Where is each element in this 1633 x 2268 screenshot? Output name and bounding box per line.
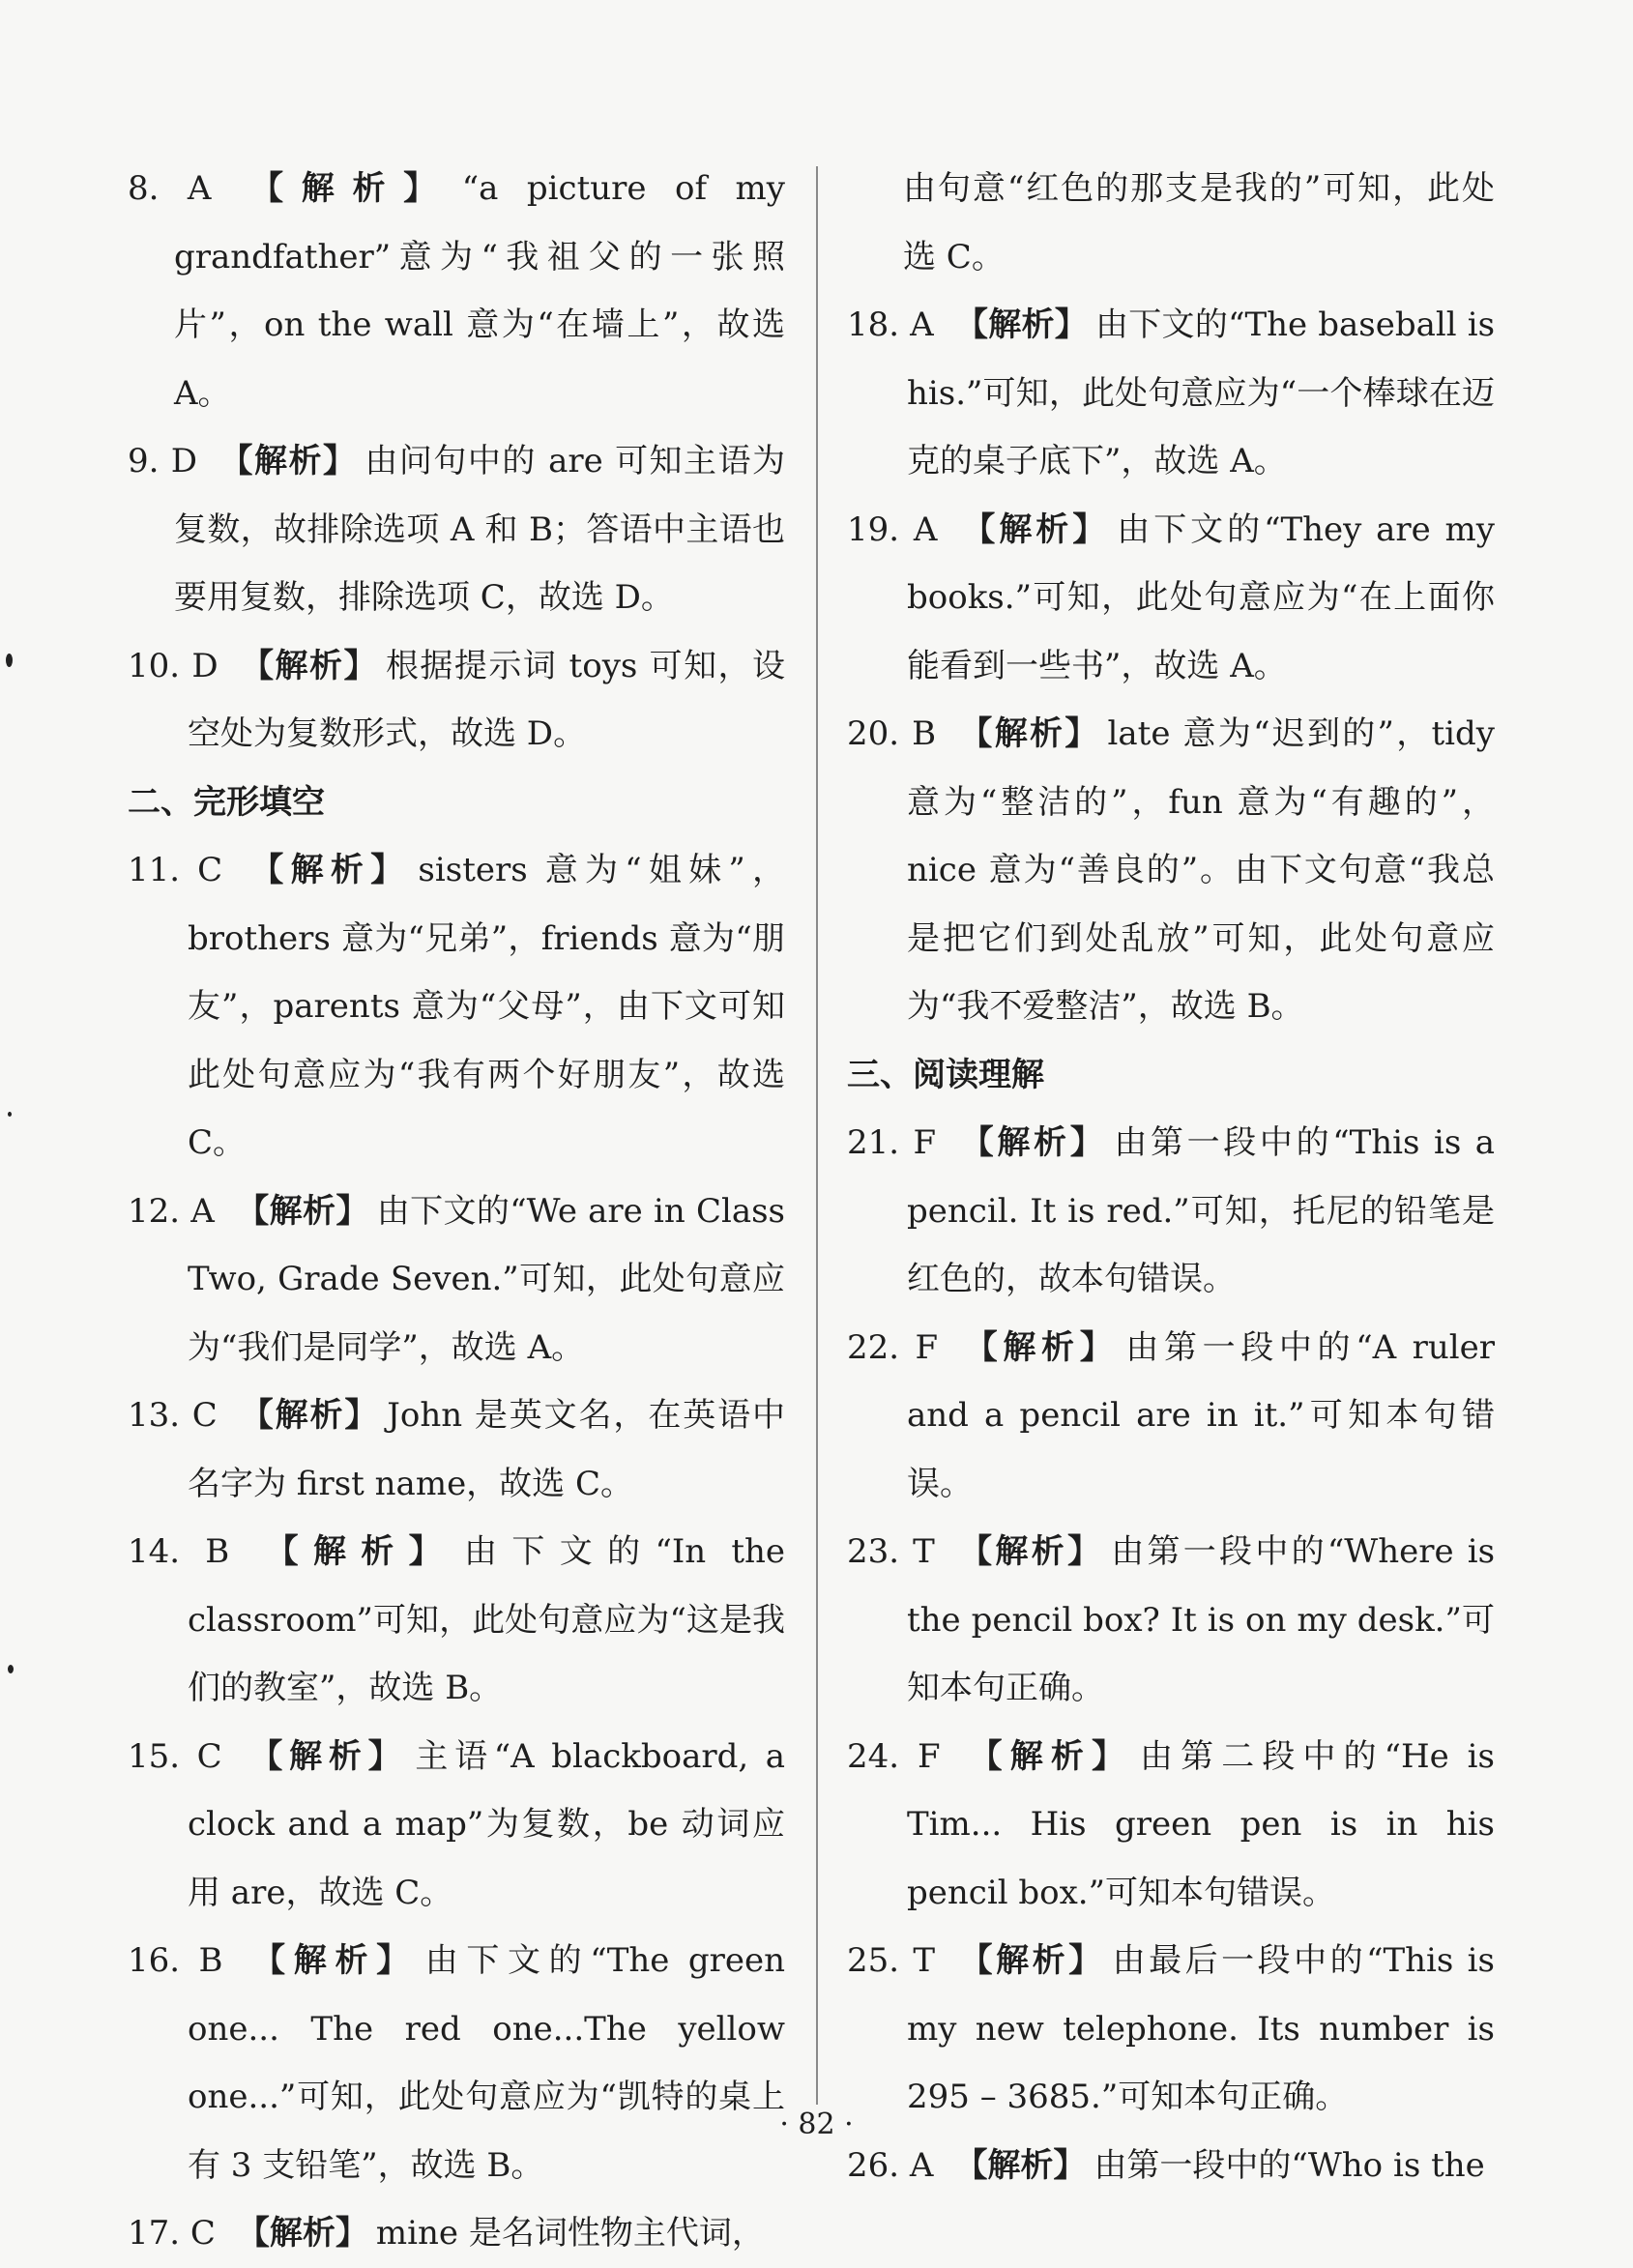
scan-mark [8,1665,14,1673]
answer-number: 16. B [128,1941,223,1980]
analysis-tag: 【解析】 [235,1191,369,1231]
analysis-text: 由第一段中的“Who is the [1094,2145,1485,2185]
analysis-text: 由第二段中的“He is Tim... His green pen is in his pencil box.”可知本句错误。 [907,1736,1495,1912]
answer-number: 8. A [128,169,212,208]
analysis-text: “a picture of my grandfather”意为“我祖父的一张照片”，on the wall 意为“在墙上”，故选 A。 [174,169,785,413]
analysis-tag: 【解析】 [954,305,1089,344]
answer-entry [847,2132,1495,2200]
section-heading: 二、完形填空 [128,782,325,822]
analysis-tag: 【解析】 [954,2145,1087,2185]
answer-number: 22. F [847,1327,939,1367]
answer-number: 14. B [128,1532,230,1571]
analysis-text: 由下文的“They are my books.”可知，此处句意应为“在上面你能看到一些书”，故选 A。 [907,509,1496,685]
analysis-text: mine 是名词性物主代词， [375,2214,765,2253]
analysis-tag: 【解析】 [238,1396,380,1435]
answer-number: 9. D [128,442,197,480]
analysis-text: 由第一段中的“A ruler and a pencil are in it.”可知本句错误。 [907,1327,1495,1503]
answer-entry [128,1381,785,1518]
left-column [128,155,785,2268]
answer-number: 17. C [128,2214,216,2253]
answer-number: 13. C [128,1396,218,1435]
column-divider [816,166,818,2105]
answer-number: 19. A [847,509,938,549]
analysis-tag: 【解析】 [244,1941,418,1980]
analysis-tag: 【解析】 [236,2214,368,2253]
analysis-text: 根据提示词 toys 可知，设空处为复数形式，故选 D。 [188,646,786,753]
analysis-tag: 【解析】 [232,169,454,208]
analysis-text: 由下文的“We are in Class Two, Grade Seven.”可知，此处句意应为“我们是同学”，故选 A。 [188,1191,786,1367]
analysis-text: 由最后一段中的“This is my new telephone. Its number is 295 – 3685.”可知本句正确。 [907,1941,1495,2116]
answer-entry [847,1109,1495,1314]
answer-number: 26. A [847,2145,934,2185]
analysis-tag: 【解析】 [219,442,358,480]
answer-number: 20. B [847,714,937,753]
analysis-tag: 【解析】 [957,714,1100,753]
answer-continuation: 由句意“红色的那支是我的”可知，此处选 C。 [903,169,1495,276]
analysis-tag: 【解析】 [958,509,1110,549]
right-column [847,155,1495,2199]
answer-entry [128,155,785,427]
answer-entry [128,1518,785,1723]
answer-entry [847,1723,1495,1928]
section-heading: 三、阅读理解 [847,1055,1044,1094]
answer-number: 21. F [847,1123,937,1162]
answer-number: 10. D [128,646,219,685]
analysis-tag: 【解析】 [239,646,378,685]
answer-entry [847,1927,1495,2132]
analysis-tag: 【解析】 [957,1123,1107,1162]
answer-entry [128,836,785,1178]
answer-entry [847,291,1495,496]
analysis-text: 由下文的“In the classroom”可知，此处句意应为“这是我们的教室”，故选 B。 [188,1532,786,1707]
analysis-text: 主语“A blackboard, a clock and a map”为复数，be 动词应用 are，故选 C。 [188,1736,785,1912]
analysis-text: John 是英文名，在英语中名字为 first name，故选 C。 [188,1396,786,1503]
answer-number: 11. C [128,851,223,889]
answer-entry [128,1927,785,2199]
answer-entry [847,1518,1495,1723]
answer-number: 24. F [847,1736,941,1776]
analysis-tag: 【解析】 [244,851,411,889]
answer-entry [847,700,1495,1041]
answer-entry [847,496,1495,701]
analysis-tag: 【解析】 [956,1941,1105,1980]
analysis-tag: 【解析】 [955,1532,1104,1571]
analysis-text: 由第一段中的“Where is the pencil box? It is on my desk.”可知本句正确。 [907,1532,1496,1707]
analysis-tag: 【解析】 [959,1327,1119,1367]
analysis-text: sisters 意为“姐妹”，brothers 意为“兄弟”，friends 意为“朋友”，parents 意为“父母”，由下文可知此处句意应为“我有两个好朋友”，故选 C。 [188,851,786,1162]
analysis-text: 由下文的“The baseball is his.”可知，此处句意应为“一个棒球在迈克的桌子底下”，故选 A。 [907,305,1496,480]
scan-mark [6,654,13,667]
analysis-text: late 意为“迟到的”，tidy 意为“整洁的”，fun 意为“有趣的”，nice 意为“善良的”。由下文句意“我总是把它们到处乱放”可知，此处句意应为“我不爱整洁”，故选 B。 [907,714,1495,1026]
answer-number: 12. A [128,1191,215,1231]
analysis-tag: 【解析】 [243,1736,408,1776]
answer-entry [128,1178,785,1382]
analysis-text: 由问句中的 are 可知主语为复数，故排除选项 A 和 B；答语中主语也要用复数，排除选项 C，故选 D。 [174,442,785,617]
answer-number: 15. C [128,1736,222,1776]
answer-entry [128,427,785,632]
analysis-text: 由下文的“The green one... The red one...The yellow one...”可知，此处句意应为“凯特的桌上有 3 支铅笔”，故选 B。 [188,1941,785,2185]
analysis-tag: 【解析】 [961,1736,1133,1776]
answer-number: 23. T [847,1532,935,1571]
answer-number: 25. T [847,1941,936,1980]
scan-mark [8,1112,12,1117]
answer-entry [847,1314,1495,1519]
answer-entry [128,2199,785,2268]
analysis-text: 由第一段中的“This is a pencil. It is red.”可知，托尼的铅笔是红色的，故本句错误。 [907,1123,1495,1298]
answer-entry [128,1723,785,1928]
analysis-tag: 【解析】 [250,1532,457,1571]
answer-number: 18. A [847,305,934,344]
answer-entry [128,632,785,769]
page-number: · 82 · [779,2108,854,2141]
